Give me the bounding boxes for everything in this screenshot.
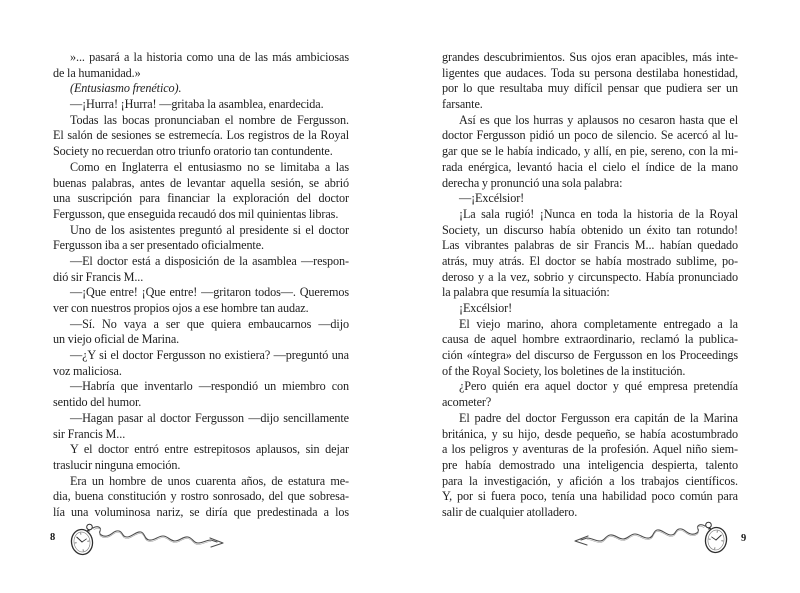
text-line: doctor Fergusson pidió un poco de silencio. Se acercó al lu-: [442, 128, 738, 143]
page-right-text: [442, 50, 738, 521]
text-line: (Entusiasmo frenético).: [70, 81, 182, 96]
page-number-right: 9: [741, 533, 747, 544]
text-line: »... pasará a la historia como una de las más ambiciosas: [70, 50, 349, 64]
text-line: atrás, muy atrás. El doctor se había mostrado sublime, po-: [442, 253, 738, 268]
text-line: para la investigación, y afición a los trabajos científicos.: [442, 473, 738, 488]
text-line: ¿Pero quién era aquel doctor y qué empresa pretendía: [459, 379, 738, 394]
text-line: sentido del humor.: [53, 395, 142, 410]
text-line: salir de cualquier atolladero.: [442, 504, 578, 519]
text-line: sir Francis M...: [53, 426, 126, 441]
text-line: por lo que resultaba muy difícil pensar que pudiera ser un: [442, 81, 738, 96]
text-line: buenas palabras, antes de levantar aquella sesión, se abrió: [53, 175, 349, 190]
text-line: El viejo marino, ahora completamente entregado a la: [459, 316, 738, 331]
text-line: of the Royal Society, los boletines de la institución.: [442, 363, 686, 378]
book-page-right: [400, 0, 800, 593]
chain-squiggle: [93, 527, 223, 547]
pocket-watch-icon: [704, 522, 728, 554]
text-line: ligentes que audaces. Toda su persona destilaba honestidad,: [442, 65, 738, 80]
text-line: —¡Que entre! ¡Que entre! —gritaron todos—. Queremos: [70, 285, 349, 300]
text-line: —Sí. No vaya a ser que quiera embaucarnos —dijo: [70, 316, 349, 331]
text-line: —¡Hurra! ¡Hurra! —gritaba la asamblea, enardecida.: [70, 97, 324, 112]
text-line: de la humanidad.»: [53, 65, 141, 80]
text-line: voz maliciosa.: [53, 363, 122, 378]
text-line: Y el doctor entró entre estrepitosos aplausos, sin dejar: [70, 442, 349, 457]
text-line: Y, por si fuera poco, tenía una habilidad poco común para: [442, 489, 738, 504]
chain-squiggle: [575, 525, 705, 545]
text-line: pre había demostrado una inteligencia despierta, talento: [442, 457, 738, 472]
text-line: dió sir Francis M...: [53, 269, 144, 284]
text-line: ción «íntegra» del discurso de Fergusson en los Proceedings: [442, 348, 738, 363]
text-line: a los peligros y aventuras de la profesión. Aquel niño siem-: [442, 442, 738, 457]
text-line: ¡La sala rugió! ¡Nunca en toda la historia de la Royal: [459, 206, 738, 221]
pocket-watch-icon: [70, 524, 94, 556]
text-line: ver con nuestros propios ojos a ese hombre tan audaz.: [53, 301, 309, 315]
page-number-left: 8: [50, 532, 56, 543]
text-line: Era un hombre de unos cuarenta años, de estatura me-: [70, 473, 349, 488]
text-line: farsante.: [442, 97, 483, 112]
text-line: deroso y a la vez, sobrio y circunspecto. Había pronunciado: [442, 269, 738, 284]
text-line: El padre del doctor Fergusson era capitán de la Marina: [459, 410, 738, 425]
text-line: —¿Y si el doctor Fergusson no existiera? —preguntó una: [70, 348, 349, 363]
text-line: ¡Excélsior!: [459, 301, 513, 315]
text-line: rada enérgica, levantó hacia el cielo el índice de la mano: [442, 159, 738, 174]
text-line: Society no recuerdan otro triunfo oratorio tan contundente.: [53, 144, 333, 159]
text-line: —Hagan pasar al doctor Fergusson —dijo sencillamente: [70, 410, 349, 425]
text-line: causa de aquel hombre extraordinario, reclamó la publica-: [442, 332, 738, 347]
text-line: una suscripción para financiar la exploración del doctor: [53, 191, 349, 206]
text-line: Así es que los hurras y aplausos no cesaron hasta que el: [459, 112, 738, 127]
text-line: —¡Excélsior!: [459, 191, 525, 206]
text-line: —Habría que inventarlo —respondió un miembro con: [70, 379, 349, 394]
text-line: derecha y pronunció una sola palabra:: [442, 175, 623, 190]
text-line: traslucir ninguna emoción.: [53, 457, 181, 472]
text-line: Society, un discurso había obtenido un éxito tan rotundo!: [442, 222, 738, 237]
text-line: la palabra que resumía la situación:: [442, 285, 610, 300]
text-line: británica, y su hijo, desde pequeño, se había acostumbrado: [442, 426, 738, 441]
text-line: Como en Inglaterra el entusiasmo no se limitaba a las: [70, 159, 349, 174]
chain-arrow-tip: [575, 536, 588, 545]
text-line: Fergusson, que enseguida recaudó dos mil quinientas libras.: [53, 206, 339, 221]
text-line: Las vibrantes palabras de sir Francis M... habían quedado: [442, 238, 738, 253]
text-line: lía una voluminosa nariz, se diría que predestinada a los: [53, 504, 349, 519]
text-line: grandes descubrimientos. Sus ojos eran apacibles, más inte-: [442, 50, 738, 64]
text-line: Todas las bocas pronunciaban el nombre de Fergusson.: [70, 112, 349, 127]
text-line: —El doctor está a disposición de la asamblea —respon-: [70, 253, 349, 268]
chain-arrow-tip: [210, 538, 223, 547]
text-line: dia, buena constitución y rostro sonrosado, del que sobresa-: [53, 489, 349, 504]
text-line: gar que se le había indicado, y allí, en pie, sereno, con la mi-: [442, 144, 738, 159]
text-line: Fergusson iba a ser presentado oficialmente.: [53, 238, 264, 253]
text-line: acometer?: [442, 395, 492, 410]
pocket-watch-chain-icon: [61, 520, 236, 560]
page-left-text: [53, 50, 349, 521]
pocket-watch-chain-icon-mirrored: [562, 518, 737, 558]
text-line: Uno de los asistentes preguntó al presidente si el doctor: [70, 222, 349, 237]
text-line: El salón de sesiones se estremecía. Los registros de la Royal: [53, 128, 349, 143]
text-line: un viejo oficial de Marina.: [53, 332, 180, 347]
